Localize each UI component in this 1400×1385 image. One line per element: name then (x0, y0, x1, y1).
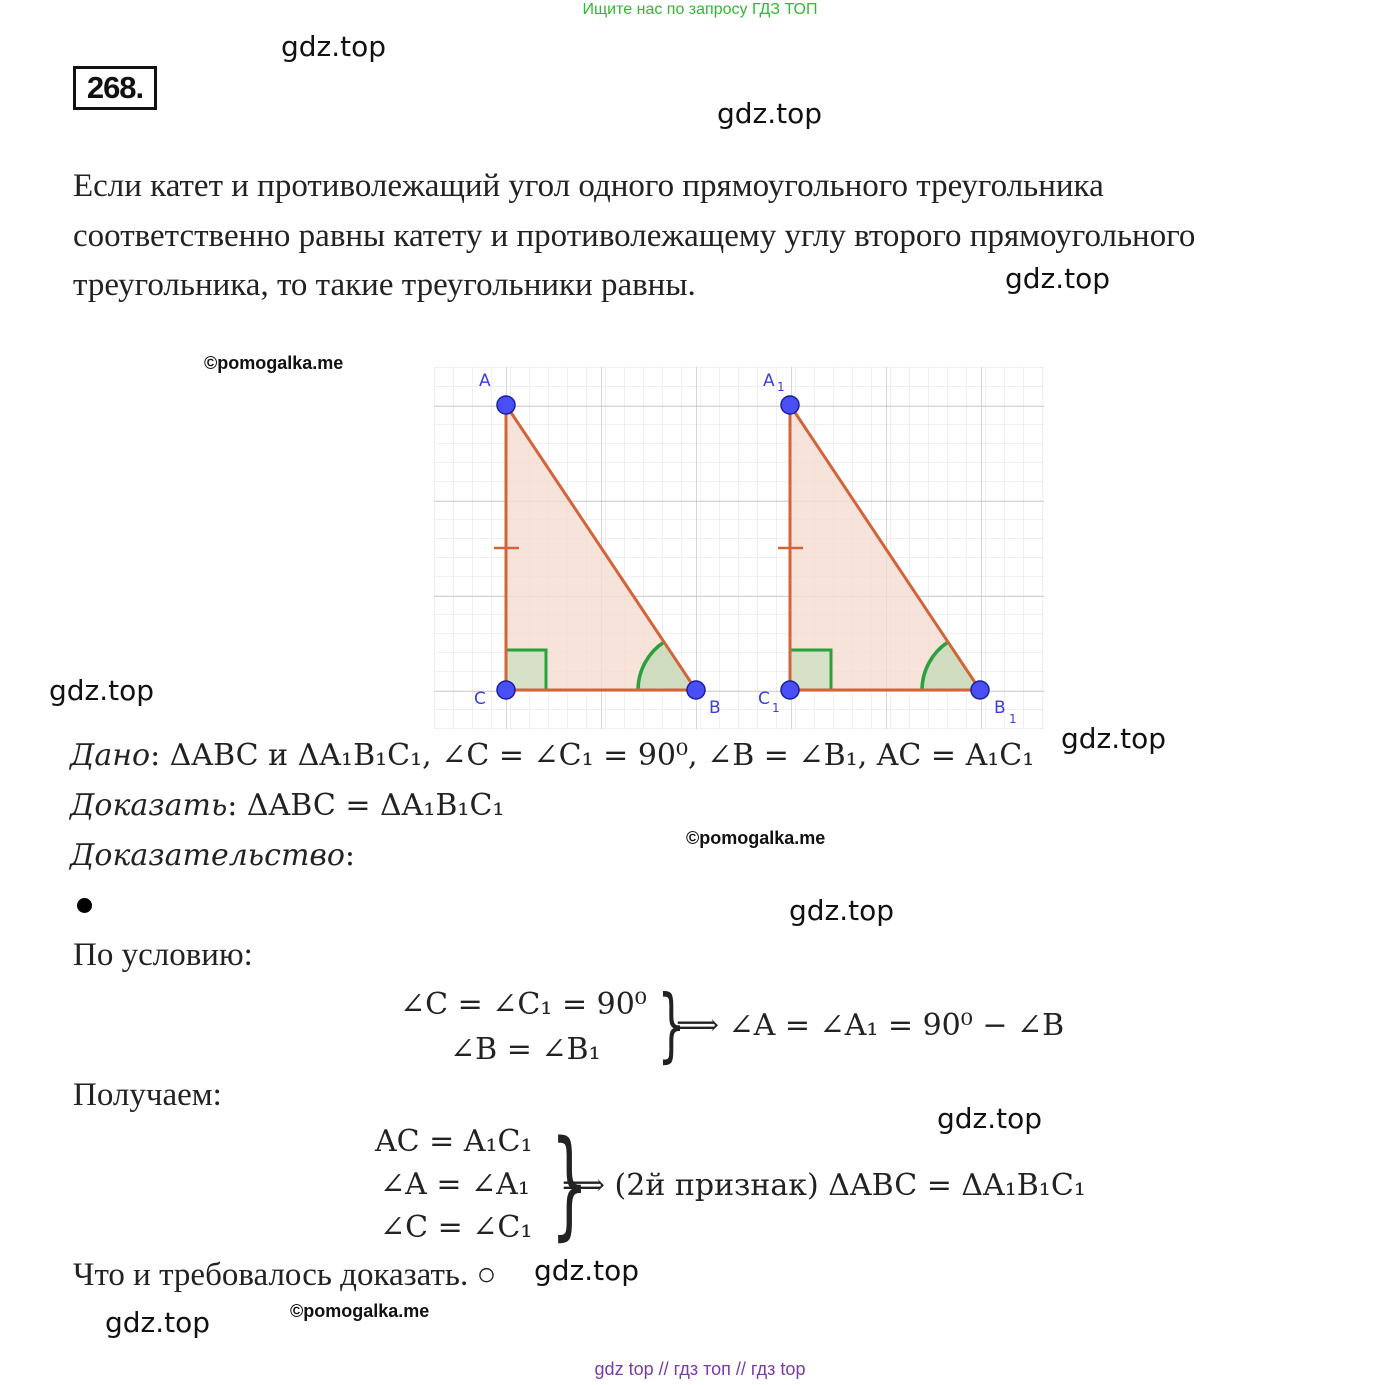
label-c1-sub: 1 (772, 701, 780, 715)
point-b1 (971, 681, 989, 699)
statement-line: треугольника, то такие треугольники равны. (73, 267, 696, 303)
system1-result: ⟹ ∠A = ∠A₁ = 90⁰ − ∠B (676, 1008, 1065, 1043)
point-c (497, 681, 515, 699)
prove-label: Доказать (70, 788, 228, 823)
given-line (70, 738, 1034, 773)
system1-row2: ∠B = ∠B₁ (450, 1032, 601, 1067)
qed: Что и требовалось доказать. ○ (73, 1257, 497, 1293)
brace-2: } (550, 1114, 589, 1252)
system1-row1: ∠C = ∠C₁ = 90⁰ (400, 987, 647, 1022)
footer: gdz top // гдз топ // гдз top (594, 1359, 806, 1379)
watermark-gdz: gdz.top (717, 97, 823, 130)
prove-line (70, 788, 504, 823)
point-b (687, 681, 705, 699)
system2-result: ⟹ (2й признак) ΔABC = ΔA₁B₁C₁ (562, 1168, 1086, 1203)
watermark-gdz: gdz.top (49, 674, 155, 707)
label-c: C (474, 689, 486, 709)
system2-row3: ∠C = ∠C₁ (380, 1210, 533, 1245)
top-banner: Ищите нас по запросу ГДЗ ТОП (582, 1, 818, 18)
watermark-pomogalka: ©pomogalka.me (204, 353, 344, 373)
watermark-pomogalka: ©pomogalka.me (686, 828, 826, 848)
point-c1 (781, 681, 799, 699)
watermark-pomogalka: ©pomogalka.me (290, 1301, 430, 1321)
watermark-gdz: gdz.top (1061, 722, 1167, 755)
given-label: Дано (70, 738, 151, 773)
brace-1: } (657, 978, 686, 1071)
label-b1: B (994, 698, 1006, 718)
by-condition: По условию: (73, 937, 253, 973)
watermark-gdz: gdz.top (1005, 262, 1111, 295)
watermark-gdz: gdz.top (281, 30, 387, 63)
label-b1-sub: 1 (1009, 712, 1017, 726)
system2-row1: AC = A₁C₁ (375, 1124, 533, 1159)
proof-line (70, 838, 355, 873)
point-a (497, 396, 515, 414)
system2-row2: ∠A = ∠A₁ (380, 1167, 530, 1202)
label-c1: C (758, 689, 770, 709)
statement-line: Если катет и противолежащий угол одного прямоугольного треугольника (73, 168, 1104, 204)
bullet (77, 898, 92, 913)
label-a: A (479, 371, 491, 391)
proof-label: Доказательство (70, 838, 345, 873)
label-a1: A (763, 371, 775, 391)
proof-colon: : (344, 838, 356, 873)
given-text: : ΔABC и ΔA₁B₁C₁, ∠C = ∠C₁ = 90⁰, ∠B = ∠B₁, AC = A₁C₁ (150, 738, 1035, 773)
statement-line: соответственно равны катету и противолежащему углу второго прямоугольного (73, 218, 1196, 254)
watermark-gdz: gdz.top (937, 1102, 1043, 1135)
watermark-gdz: gdz.top (789, 894, 895, 927)
problem-number: 268. (73, 66, 157, 110)
watermark-gdz: gdz.top (105, 1306, 211, 1339)
point-a1 (781, 396, 799, 414)
label-b: B (709, 698, 721, 718)
label-a1-sub: 1 (777, 380, 785, 394)
watermark-gdz: gdz.top (534, 1254, 640, 1287)
we-get: Получаем: (73, 1077, 222, 1113)
prove-text: : ΔABC = ΔA₁B₁C₁ (227, 788, 505, 823)
